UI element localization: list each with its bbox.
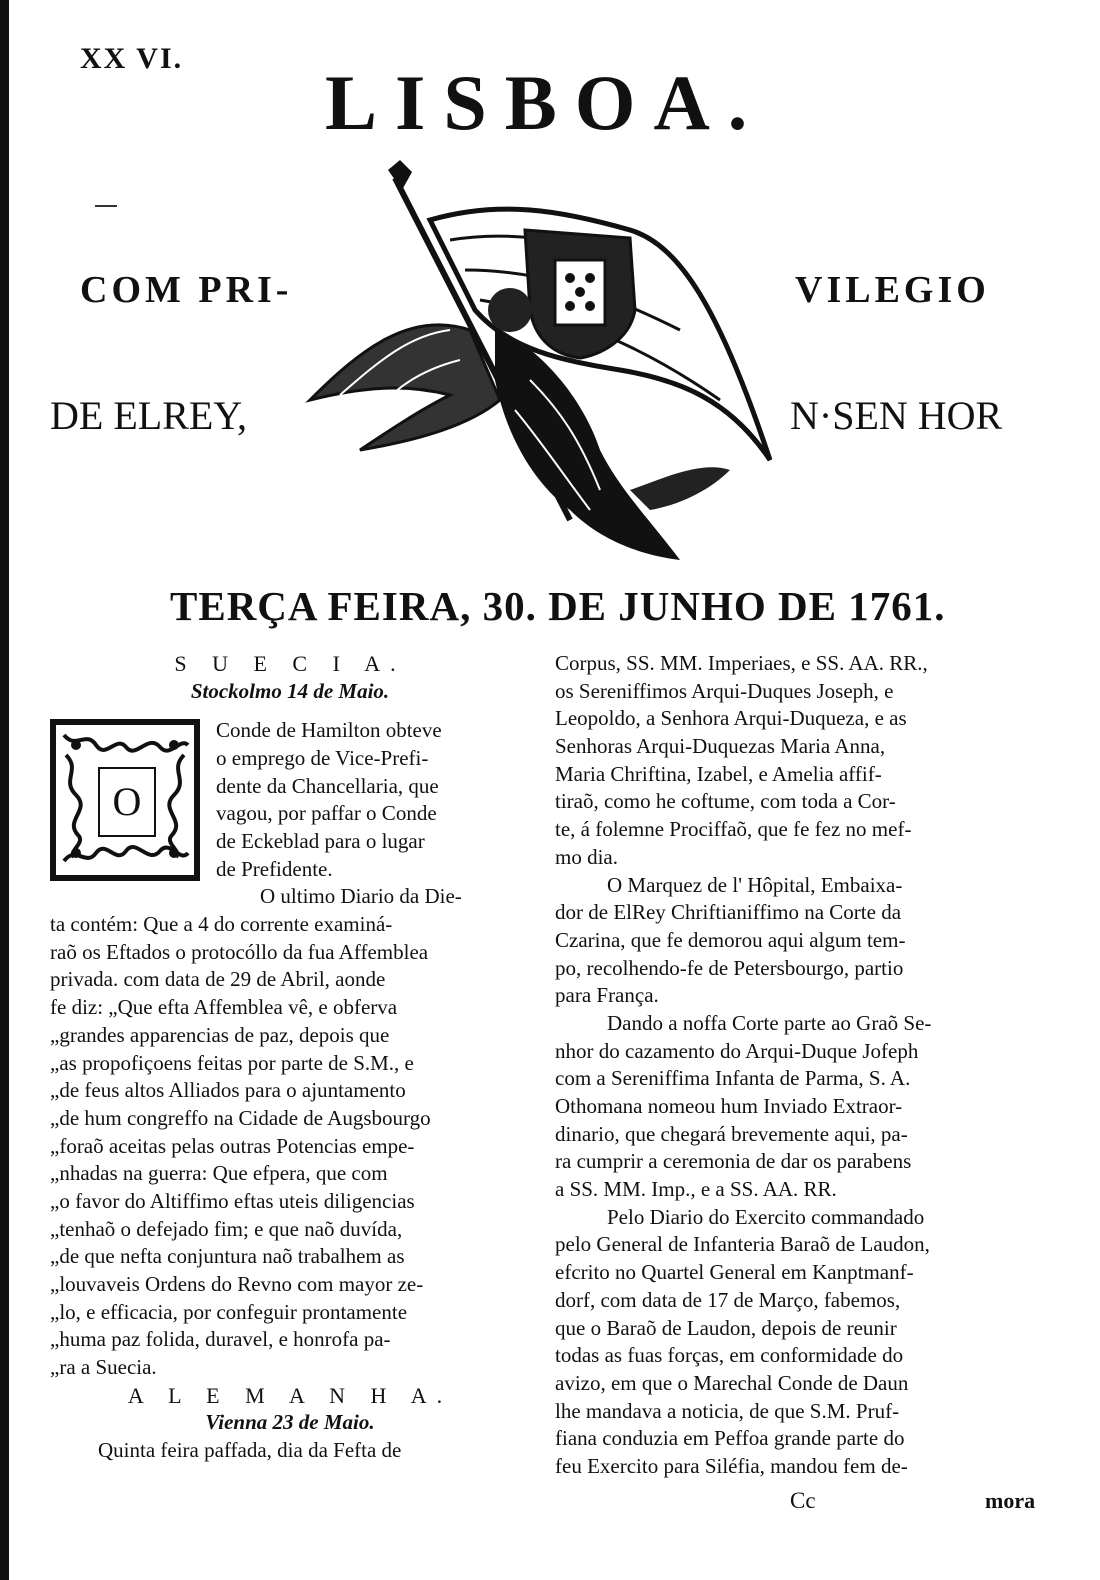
text-line: raõ os Eftados o protocóllo da fua Affemblea — [50, 939, 429, 964]
text-line: fiana conduzia em Peffoa grande parte do — [555, 1426, 905, 1451]
signature-mark: Cc — [790, 1488, 816, 1513]
text-line: Corpus, SS. MM. Imperiaes, e SS. AA. RR., — [555, 651, 928, 675]
left-column — [50, 650, 530, 1465]
divider — [95, 205, 117, 207]
masthead-title: LISBOA. — [325, 59, 766, 146]
text-line: dente da Chancellaria, que — [216, 773, 439, 798]
text-line: os Sereniffimos Arqui-Duques Joseph, e — [555, 678, 894, 703]
text-line: tiraõ, como he coftume, com toda a Cor- — [555, 789, 896, 814]
section-place-vienna: Vienna 23 de Maio. — [205, 1410, 375, 1435]
text-line: dor de ElRey Chriftianiffimo na Corte da — [555, 900, 902, 925]
text-line: com a Sereniffima Infanta de Parma, S. A. — [555, 1066, 911, 1091]
text-line: privada. com data de 29 de Abril, aonde — [50, 967, 386, 992]
initial-paragraph — [216, 717, 530, 883]
text-line: te, á folemne Prociffaõ, que fe fez no mef- — [555, 817, 912, 842]
text-line: de Eckeblad para o lugar — [216, 829, 425, 854]
text-line: Leopoldo, a Senhora Arqui-Duqueza, e as — [555, 706, 907, 731]
dateline: TERÇA FEIRA, 30. DE JUNHO DE 1761. — [170, 583, 946, 629]
issue-number: XX VI. — [80, 42, 184, 75]
text-line: Dando a noffa Corte parte ao Graõ Se- — [607, 1010, 932, 1035]
text-line: Pelo Diario do Exercito commandado — [607, 1204, 925, 1229]
text-line: po, recolhendo-fe de Petersbourgo, partio — [555, 955, 904, 980]
section-country-germany: A L E M A N H A. — [127, 1382, 453, 1408]
catchword: mora — [985, 1488, 1036, 1513]
text-line: „huma paz folida, duravel, e honrofa pa- — [50, 1327, 391, 1352]
text-line: pelo General de Infanteria Baraõ de Laudon, — [555, 1232, 930, 1257]
text-line: „foraõ aceitas pelas outras Potencias empe- — [50, 1133, 415, 1158]
text-line: Conde de Hamilton obteve — [216, 718, 442, 743]
text-line: vagou, por paffar o Conde — [216, 801, 437, 826]
section-country-sweden: S U E C I A. — [174, 651, 406, 676]
text-line: „ra a Suecia. — [50, 1355, 157, 1380]
text-line: que o Baraõ de Laudon, depois de reunir — [555, 1315, 897, 1340]
decorated-initial — [50, 719, 200, 881]
text-line: „tenhaõ o defejado fim; e que naõ duvída, — [50, 1216, 403, 1241]
text-line: ta contém: Que a 4 do corrente examiná- — [50, 912, 393, 937]
text-line: Othomana nomeou hum Inviado Extraor- — [555, 1094, 903, 1118]
text-line: feu Exercito para Siléfia, mandou fem de- — [555, 1453, 908, 1478]
text-line: dorf, com data de 17 de Março, fabemos, — [555, 1287, 901, 1312]
text-line: todas as fuas forças, em conformidade do — [555, 1343, 904, 1368]
text-line: „de hum congreffo na Cidade de Augsbourgo — [50, 1105, 431, 1130]
text-line: fe diz: „Que efta Affemblea vê, e obferva — [50, 995, 398, 1020]
text-line: o emprego de Vice-Prefi- — [216, 746, 429, 771]
text-line: „lo, e efficacia, por confeguir prontamente — [50, 1299, 408, 1324]
initial-letter: O — [98, 767, 156, 837]
text-line: O ultimo Diario da Die- — [260, 884, 462, 909]
text-line: de Prefidente. — [216, 856, 333, 881]
privilege-left-1: COM PRI- — [80, 269, 293, 311]
text-line: „de que nefta conjuntura naõ trabalhem as — [50, 1244, 405, 1269]
text-line: Czarina, que fe demorou aqui algum tem- — [555, 927, 906, 952]
text-line: mo dia. — [555, 844, 618, 869]
text-line: „grandes apparencias de paz, depois que — [50, 1022, 390, 1047]
text-line: „nhadas na guerra: Que efpera, que com — [50, 1161, 388, 1186]
text-line: lhe mandava a noticia, de que S.M. Pruf- — [555, 1398, 900, 1423]
privilege-right-2: N·SEN HOR — [790, 393, 1003, 438]
text-line: avizo, em que o Marechal Conde de Daun — [555, 1370, 909, 1395]
right-column — [555, 650, 1045, 1481]
section-place-stockholm: Stockolmo 14 de Maio. — [190, 678, 390, 703]
text-line: „louvaveis Ordens do Revno com mayor ze- — [50, 1272, 424, 1296]
text-line: Maria Chriftina, Izabel, e Amelia affif- — [555, 761, 882, 786]
text-line: Quinta feira paffada, dia da Fefta de — [98, 1438, 402, 1463]
text-line: efcrito no Quartel General em Kanptmanf- — [555, 1260, 914, 1285]
text-line: para França. — [555, 983, 659, 1008]
text-line: „as propofiçoens feitas por parte de S.M., e — [50, 1050, 414, 1075]
privilege-right-1: VILEGIO — [795, 269, 990, 311]
text-line: ra cumprir a ceremonia de dar os parabens — [555, 1149, 912, 1174]
text-line: nhor do cazamento do Arqui-Duque Jofeph — [555, 1038, 919, 1063]
text-line: Senhoras Arqui-Duquezas Maria Anna, — [555, 734, 886, 759]
text-line: O Marquez de l' Hôpital, Embaixa- — [607, 872, 903, 897]
text-line: a SS. MM. Imp., e a SS. AA. RR. — [555, 1177, 837, 1202]
text-line: „de feus altos Alliados para o ajuntamento — [50, 1078, 406, 1103]
initial-block — [50, 717, 530, 883]
text-line: „o favor do Altiffimo eftas uteis diligencias — [50, 1188, 415, 1213]
angel-with-royal-flag-icon — [300, 160, 790, 580]
privilege-left-2: DE ELREY, — [50, 393, 248, 438]
page-edge-shadow — [0, 0, 9, 1580]
text-line: dinario, que chegará brevemente aqui, pa- — [555, 1121, 908, 1146]
